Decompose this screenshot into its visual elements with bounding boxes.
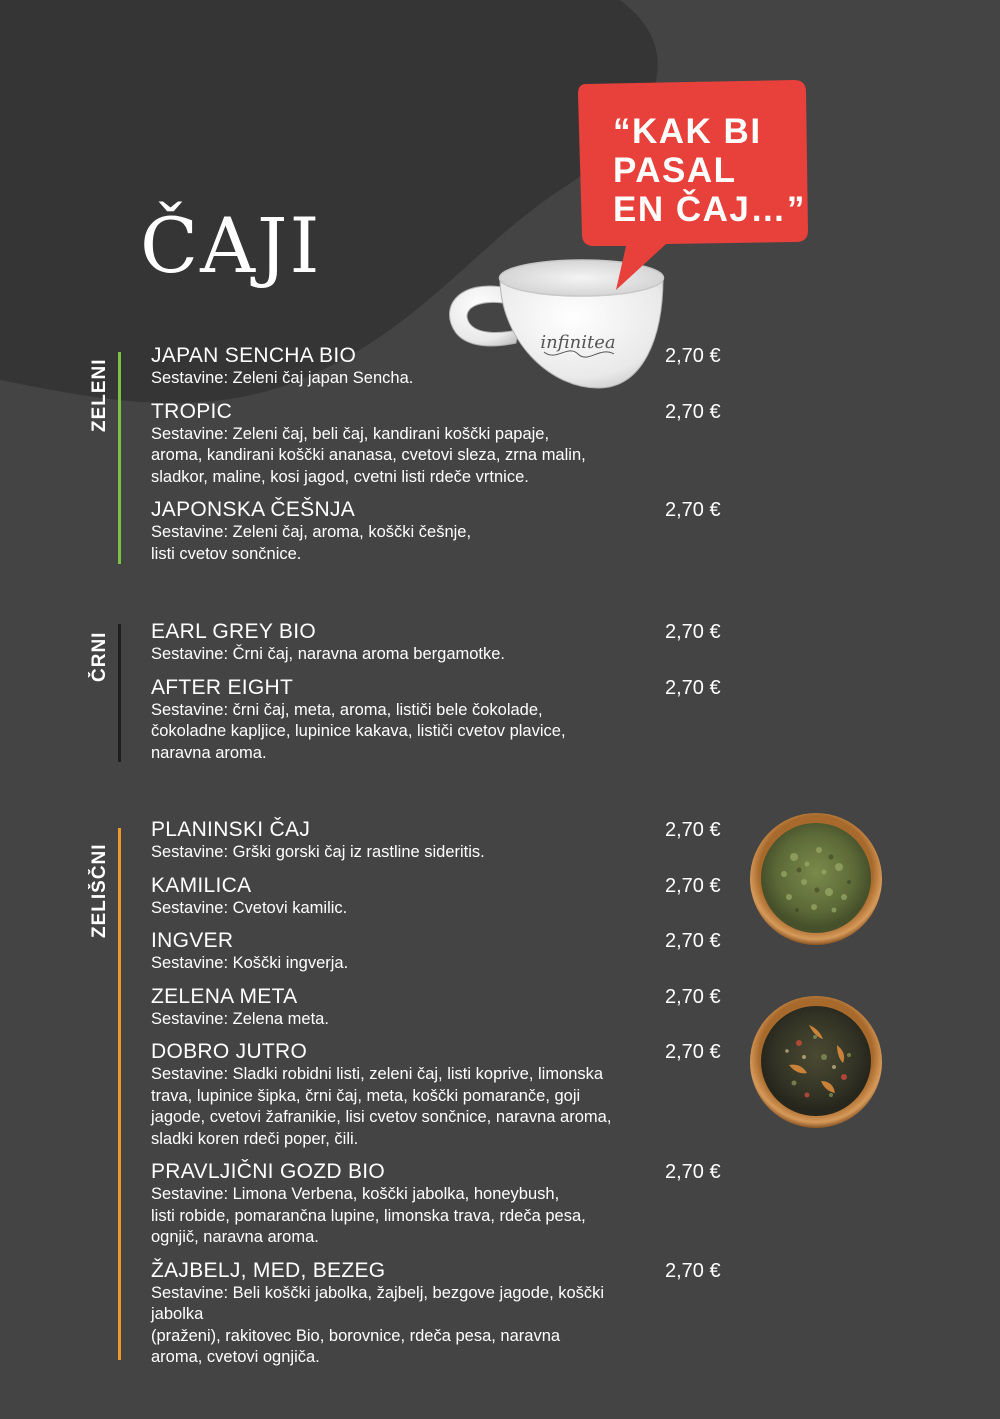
menu-list [151,620,741,774]
section-accent-bar [118,828,121,1360]
item-price: 2,70 € [665,400,721,423]
item-name: AFTER EIGHT [151,675,294,699]
section-accent-bar [118,624,121,762]
item-price: 2,70 € [665,819,721,841]
item-description: Sestavine: Zeleni čaj, aroma, koščki češnje, listi cvetov sončnice. [151,523,472,563]
item-description: Sestavine: Zeleni čaj japan Sencha. [151,369,414,387]
item-description: Sestavine: Limona Verbena, koščki jabolka, honeybush, listi robide, pomarančna lupine, limonska trava, rdeča pesa, ognjič, naravna aroma. [151,1185,586,1246]
item-price: 2,70 € [665,1041,721,1063]
item-price: 2,70 € [665,1161,721,1183]
section-label: ZELENI [89,358,110,432]
menu-item [151,1040,741,1150]
item-description: Sestavine: Črni čaj, naravna aroma bergamotke. [151,645,506,663]
item-price: 2,70 € [665,874,721,897]
item-name: KAMILICA [151,873,252,897]
menu-item [151,676,741,765]
section-label: ČRNI [89,631,110,682]
bubble-line: PASAL [613,151,737,190]
menu-item [151,929,741,975]
menu-item [151,400,741,489]
menu-list [151,818,741,1379]
item-description: Sestavine: črni čaj, meta, aroma, lističi bele čokolade, čokoladne kapljice, lupinice kakava, lističi cvetov plavice, naravna aroma. [151,700,566,762]
item-price: 2,70 € [665,930,721,952]
menu-item [151,985,741,1031]
item-name: JAPONSKA ČEŠNJA [151,498,356,521]
menu-item [151,498,741,565]
item-name: ŽAJBELJ, MED, BEZEG [151,1258,386,1282]
item-description: Sestavine: Sladki robidni listi, zeleni čaj, listi koprive, limonska trava, lupinice šipka, črni čaj, meta, koščki pomaranče, goji jagode, cvetovi žafranikie, lisi cvetov sončnice, naravna aroma, sladki koren rdeči poper, čili. [151,1065,612,1148]
item-description: Sestavine: Cvetovi kamilic. [151,898,348,917]
menu-item [151,1259,741,1369]
item-name: DOBRO JUTRO [151,1040,308,1063]
section-accent-bar [118,352,121,564]
item-name: INGVER [151,929,234,952]
item-name: PLANINSKI ČAJ [151,818,311,841]
menu-item [151,1160,741,1249]
bubble-line: “KAK BI [613,112,762,151]
item-name: TROPIC [151,399,233,423]
item-description: Sestavine: Beli koščki jabolka, žajbelj, bezgove jagode, koščki jabolka (praženi), rakitovec Bio, borovnice, rdeča pesa, naravna aroma, cvetovi ognjiča. [151,1283,605,1366]
item-price: 2,70 € [665,345,721,367]
green-tea-bowl-image [749,812,883,946]
bubble-quote [613,112,813,229]
menu-item [151,620,741,666]
item-price: 2,70 € [665,621,721,643]
item-price: 2,70 € [665,1259,721,1282]
bubble-line: EN ČAJ…” [613,190,806,229]
menu-item [151,818,741,864]
menu-item [151,344,741,390]
menu-list [151,344,741,575]
item-name: PRAVLJIČNI GOZD BIO [151,1160,386,1183]
item-price: 2,70 € [665,499,721,521]
item-price: 2,70 € [665,676,721,699]
mixed-tea-bowl-image [749,995,883,1129]
cup-logo: infinitea [540,332,616,353]
item-description: Sestavine: Grški gorski čaj iz rastline sideritis. [151,843,485,861]
menu-item [151,874,741,920]
item-name: JAPAN SENCHA BIO [151,344,357,367]
page-title: ČAJI [140,201,322,290]
item-description: Sestavine: Koščki ingverja. [151,954,349,972]
section-label: ZELIŠČNI [89,843,110,938]
item-name: ZELENA META [151,984,298,1008]
item-price: 2,70 € [665,985,721,1008]
item-description: Sestavine: Zelena meta. [151,1009,329,1028]
item-description: Sestavine: Zeleni čaj, beli čaj, kandirani koščki papaje, aroma, kandirani koščki ananasa, cvetovi sleza, zrna malin, sladkor, maline, kosi jagod, cvetni listi rdeče vrtnice. [151,424,586,486]
item-name: EARL GREY BIO [151,620,316,643]
